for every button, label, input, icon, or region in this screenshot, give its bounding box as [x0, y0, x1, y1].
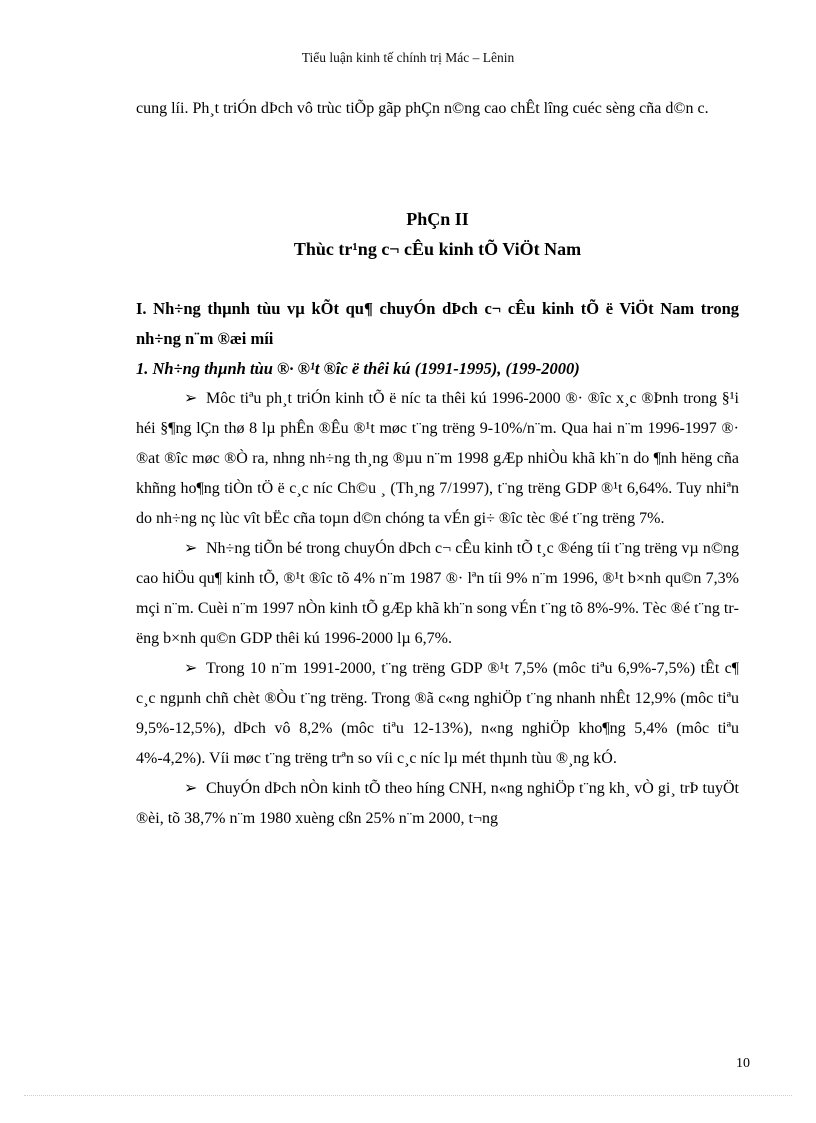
arrow-bullet-icon: ➢: [184, 390, 198, 407]
bullet-text-3: Trong 10 n¨m 1991-2000, t¨ng trëng GDP ®¹t 7,5% (môc tiªu 6,9%-7,5%) tÊt c¶ c¸c ngµnh chñ chèt ®Òu t¨ng trëng. Trong ®ã c«ng nghiÖp t¨ng nhanh nhÊt 12,9% (môc tiªu 9,5%-12,5%), dÞch vô 8,2% (môc tiªu 12-13%), n«ng nghiÖp kho¶ng 5,4% (môc tiªu 4%-4,2%). Víi møc t¨ng trëng trªn so víi c¸c níc lµ mét thµnh tùu ®¸ng kÓ.: [136, 660, 739, 767]
part-label: PhÇn II: [406, 209, 469, 229]
part-title: Thùc tr¹ng c¬ cÊu kinh tÕ ViÖt Nam: [293, 239, 582, 259]
intro-paragraph: cung líi. Ph¸t triÓn dÞch vô trùc tiÕp gãp phÇn n©ng cao chÊt lîng cuéc sèng cña d©n c.: [136, 100, 709, 117]
page-bottom-divider: [24, 1095, 792, 1096]
page-body: [136, 94, 739, 834]
bullet-paragraph-2: [136, 534, 739, 654]
bullet-text-1: Môc tiªu ph¸t triÓn kinh tÕ ë níc ta thêi kú 1996-2000 ®· ®îc x¸c ®Þnh trong §¹i héi §¶ng lÇn thø 8 lµ phÊn ®Êu ®¹t møc t¨ng trëng 9-10%/n¨m. Qua hai n¨m 1996-1997 ®· ®at ®îc møc ®Ò ra, nhng nh÷ng th¸ng ®µu n¨m 1998 gÆp nhiÒu khã kh¨n do ¶nh hëng cña khñng ho¶ng tiÒn tÖ ë c¸c níc Ch©u ¸ (Th¸ng 7/1997), t¨ng trëng GDP ®¹t 6,64%. Tuy nhiªn do nh÷ng nç lùc vît bËc cña toµn d©n chóng ta vÉn gi÷ ®îc tèc ®é t¨ng trëng 7%.: [136, 390, 739, 527]
page-number: 10: [736, 1056, 750, 1071]
bullet-text-4: ChuyÓn dÞch nÒn kinh tÕ theo híng CNH, n«ng nghiÖp t¨ng kh¸ vÒ gi¸ trÞ tuyÖt ®èi, tõ 38,7% n¨m 1980 xuèng cßn 25% n¨m 2000, t¬ng: [136, 780, 739, 827]
bullet-paragraph-3: [136, 654, 739, 774]
bullet-text-2: Nh÷ng tiÕn bé trong chuyÓn dÞch c¬ cÊu kinh tÕ t¸c ®éng tíi t¨ng trëng vµ n©ng cao hiÖu qu¶ kinh tÕ, ®¹t ®îc tõ 4% n¨m 1987 ®· lªn tíi 9% n¨m 1996, ®¹t b×nh qu©n 7,3% mçi n¨m. Cuèi n¨m 1997 nÒn kinh tÕ gÆp khã kh¨n song vÉn t¨ng tõ 8%-9%. Tèc ®é t¨ng trëng b×nh qu©n GDP thêi kú 1996-2000 lµ 6,7%.: [136, 540, 739, 647]
bullet-paragraph-1: [136, 384, 739, 534]
section-subheading: 1. Nh÷ng thµnh tùu ®· ®¹t ®îc ë thêi kú (1991-1995), (199-2000): [136, 359, 580, 378]
bullet-paragraph-4: [136, 774, 739, 834]
arrow-bullet-icon: ➢: [184, 660, 198, 677]
running-header: Tiểu luận kinh tế chính trị Mác – Lênin: [301, 50, 515, 65]
arrow-bullet-icon: ➢: [184, 780, 198, 797]
section-heading: I. Nh÷ng thµnh tùu vµ kÕt qu¶ chuyÓn dÞch c¬ cÊu kinh tÕ ë ViÖt Nam trong nh÷ng n¨m ®æi míi: [136, 299, 739, 348]
arrow-bullet-icon: ➢: [184, 540, 198, 557]
